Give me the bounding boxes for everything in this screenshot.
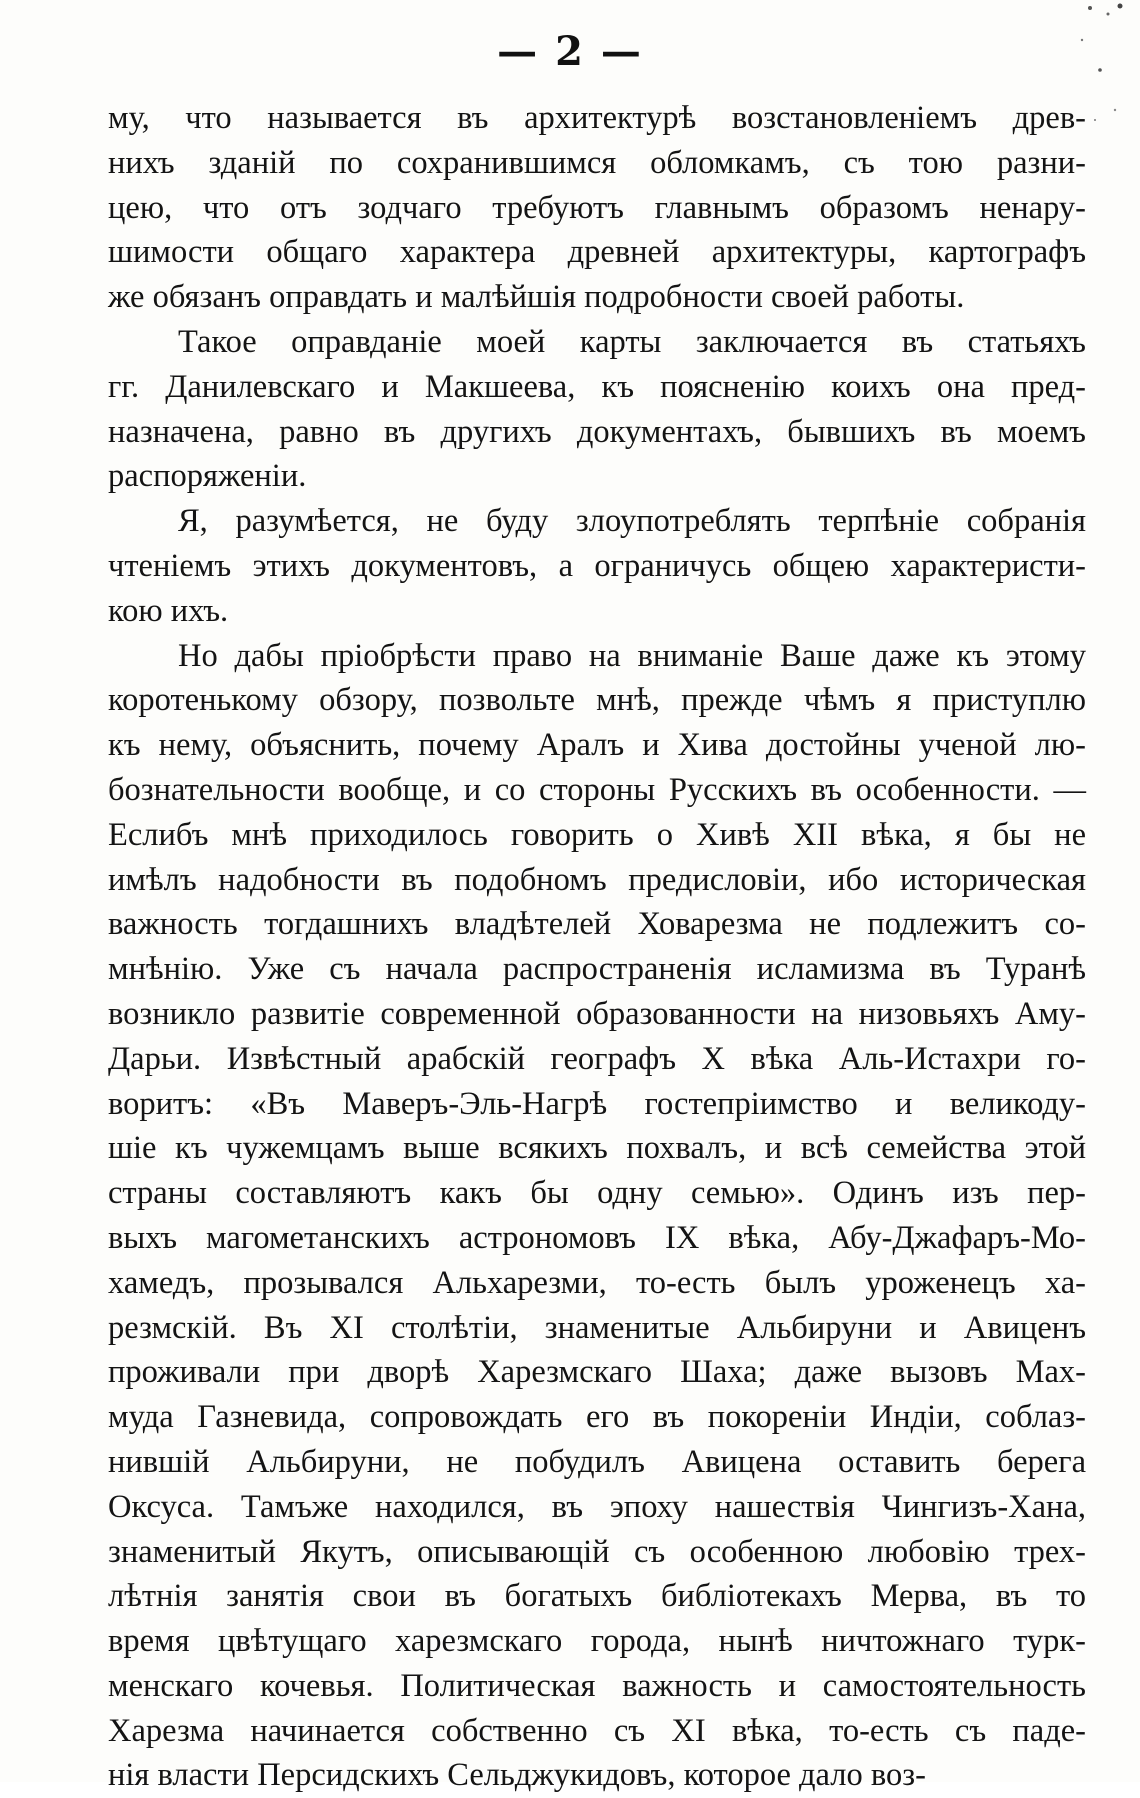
text-line: коротенькому обзору, позвольте мнѣ, прежде чѣмъ я приступлю [108,682,1086,719]
paragraph [108,320,1086,499]
text-line: выхъ магометанскихъ астрономовъ IX вѣка, Абу-Джафаръ-Мо- [108,1219,1086,1256]
text-line: же обязанъ оправдать и малѣйшія подробности своей работы. [108,279,965,316]
text-line: время цвѣтущаго харезмскаго города, нынѣ ничтожнаго турк- [108,1623,1086,1660]
text-line: бознательности вообще, и со стороны Русскихъ въ особенности. — [108,771,1086,808]
text-line: муда Газневида, сопровождать его въ покореніи Индіи, соблаз- [108,1399,1086,1436]
text-line: страны составляютъ какъ бы одну семью». Одинъ изъ пер- [108,1175,1086,1212]
text-line: гг. Данилевскаго и Макшеева, къ поясненію коихъ она пред- [108,368,1086,405]
text-line: лѣтнія занятія свои въ богатыхъ библіотекахъ Мерва, въ то [108,1578,1086,1615]
text-line: распоряженіи. [108,458,307,495]
text-line: шимости общаго характера древней архитектуры, картографъ [108,234,1086,271]
text-line: Харезма начинается собственно съ XI вѣка, то-есть съ паде- [108,1712,1086,1749]
text-line: хамедъ, прозывался Альхарезми, то-есть былъ уроженецъ ха- [108,1264,1086,1301]
text-line: Дарьи. Извѣстный арабскій географъ X вѣка Аль-Истахри го- [108,1040,1086,1077]
body-text [108,96,1086,1798]
text-line: цею, что отъ зодчаго требуютъ главнымъ образомъ ненару- [108,189,1086,226]
paragraph [108,96,1086,320]
text-line: резмскій. Въ XI столѣтіи, знаменитые Альбируни и Авиценъ [108,1309,1086,1346]
paragraph [108,499,1086,633]
text-line: Но дабы пріобрѣсти право на вниманіе Ваше даже къ этому [178,637,1086,674]
text-line: нившій Альбируни, не побудилъ Авицена оставить берега [108,1443,1086,1480]
text-line: Такое оправданіе моей карты заключается въ статьяхъ [178,323,1086,360]
text-line: проживали при дворѣ Харезмскаго Шаха; даже вызовъ Мах- [108,1354,1086,1391]
text-line: менскаго кочевья. Политическая важность и самостоятельность [108,1667,1086,1704]
text-line: воритъ: «Въ Маверъ-Эль-Нагрѣ гостепріимство и великоду- [108,1085,1086,1122]
text-line: чтеніемъ этихъ документовъ, а ограничусь общею характеристи- [108,547,1086,584]
text-line: назначена, равно въ другихъ документахъ, бывшихъ въ моемъ [108,413,1086,450]
text-line: Оксуса. Тамъже находился, въ эпоху нашествія Чингизъ-Хана, [108,1488,1086,1525]
text-line: нія власти Персидскихъ Сельджукидовъ, которое дало воз- [108,1757,926,1794]
text-line: шіе къ чужемцамъ выше всякихъ похвалъ, и всѣ семейства этой [108,1130,1086,1167]
text-line: мнѣнію. Уже съ начала распространенія исламизма въ Туранѣ [108,951,1086,988]
text-line: Я, разумѣется, не буду злоупотреблять терпѣніе собранія [178,503,1086,540]
text-line: имѣлъ надобности въ подобномъ предисловіи, ибо историческая [108,861,1086,898]
text-line: важность тогдашнихъ владѣтелей Ховарезма не подлежитъ со- [108,906,1086,943]
paragraph [108,634,1086,1798]
text-line: нихъ зданій по сохранившимся обломкамъ, съ тою разни- [108,144,1086,181]
text-line: му, что называется въ архитектурѣ возстановленіемъ древ- [108,100,1086,136]
text-line: знаменитый Якутъ, описывающій съ особенною любовію трех- [108,1533,1086,1570]
text-line: къ нему, объяснить, почему Аралъ и Хива достойны ученой лю- [108,727,1086,764]
page-number: — 2 — [497,28,643,75]
text-line: возникло развитіе современной образованности на низовьяхъ Аму- [108,995,1086,1032]
text-line: Еслибъ мнѣ приходилось говорить о Хивѣ XII вѣка, я бы не [108,816,1086,853]
text-line: кою ихъ. [108,592,229,629]
